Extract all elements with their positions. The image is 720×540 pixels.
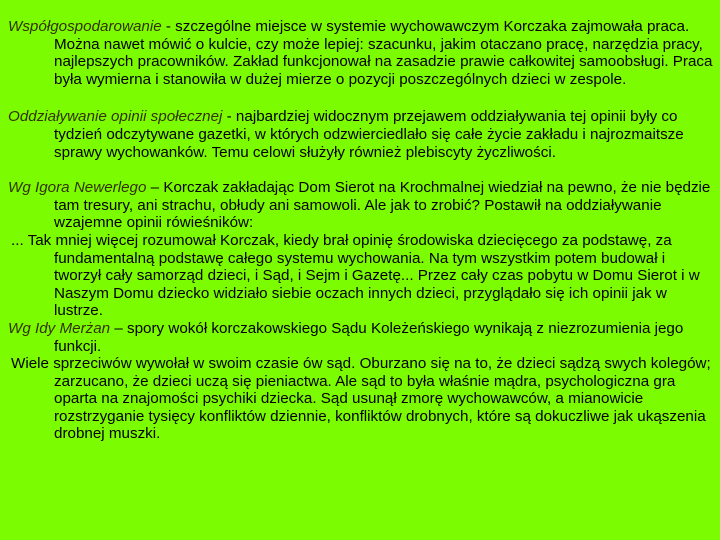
term-label: Wg Igora Newerlego [8, 179, 147, 197]
paragraph-newerly [8, 179, 714, 232]
paragraph-text: – spory wokół korczakowskiego Sądu Koleżeńskiego wynikają z niezrozumienia jego funkcji. [54, 319, 684, 355]
paragraph-wspolgospodarowanie [8, 18, 714, 88]
quote-merzan: Wiele sprzeciwów wywołał w swoim czasie ów sąd. Oburzano się na to, że dzieci sądzą swych kolegów; zarzucano, że dzieci uczą się pieniactwa. Ale sąd to była właśnie mądra, psychologiczna gra oparta na znajomości psychiki dziecka. Sąd usunął zmorę wychowawców, a mianowicie rozstrzyganie tysięcy konfliktów dziennie, konfliktów drobnych, które są dokuczliwe jak ukąszenia drobnej muszki. [11, 355, 711, 443]
paragraph-oddzialywanie-opinii [8, 108, 714, 161]
term-label: Oddziaływanie opinii społecznej [8, 108, 223, 126]
paragraph-merzan [8, 320, 714, 355]
paragraph-text: – Korczak zakładając Dom Sierot na Krochmalnej wiedział na pewno, że nie będzie tam tresury, ani strachu, obłudy ani samowoli. Ale jak to zrobić? Postawił na oddziaływanie wzajemne opinii rówieśników: [54, 179, 711, 232]
term-label: Współgospodarowanie [8, 18, 162, 35]
term-label: Wg Idy Merżan [8, 319, 111, 337]
paragraph-text: - szczególne miejsce w systemie wychowawczym Korczaka zajmowała praca. Można nawet mówić o kulcie, czy może lepiej: szacunku, jakim otaczano pracę, narzędzia pracy, najlepszych pracowników. Zakład funkcjonował na zasadzie prawie całkowitej samoobsługi. Praca była wymierna i stanowiła w dużej mierze o pozycji poszczególnych dzieci w zespole. [54, 18, 713, 88]
quote-newerly: ... Tak mniej więcej rozumował Korczak, kiedy brał opinię środowiska dziecięcego za podstawę, za fundamentalną podstawę całego systemu wychowania. Na tym wszystkim potem budował i tworzył cały samorząd dzieci, i Sąd, i Sejm i Gazetę... Przez cały czas pobytu w Domu Sierot i w Naszym Domu dziecko widziało siebie oczach innych dzieci, przyglądało się ich opinii jak w lustrze. [11, 231, 700, 320]
paragraph-text: - najbardziej widocznym przejawem oddziaływania tej opinii były co tydzień odczytywane gazetki, w których odzwierciedlało się całe życie zakładu i najrozmaitsze sprawy wychowanków. Temu celowi służyły również plebiscyty życzliwości. [54, 108, 684, 161]
